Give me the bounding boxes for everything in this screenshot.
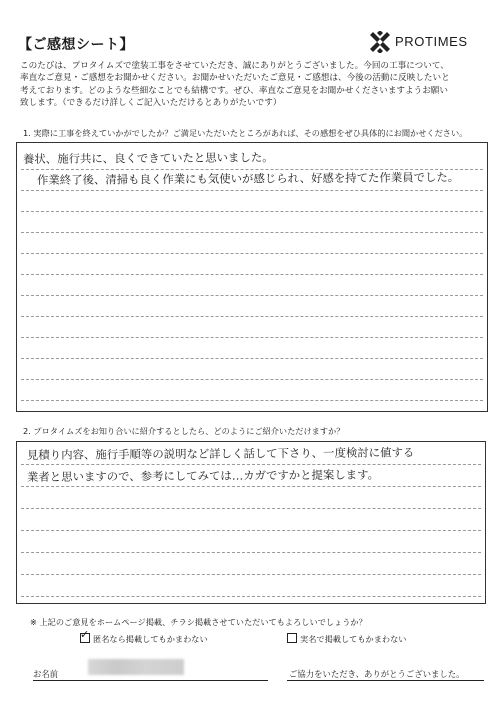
ruled-line (21, 274, 483, 275)
brand-logo (369, 31, 491, 55)
check-icon: ✓ (80, 628, 90, 641)
intro-line: このたびは、プロタイムズで塗装工事をさせていただき、誠にありがとうございました。今回の工事について、 (20, 61, 449, 71)
ruled-line (21, 190, 483, 191)
name-label: お名前 (33, 669, 59, 679)
option-label: 実名で掲載してもかまわない (300, 634, 407, 644)
real-name-consent-option[interactable] (287, 633, 406, 645)
ruled-line (21, 295, 483, 296)
thanks-message: ご協力をいただき、ありがとうございました。 (289, 669, 465, 679)
ruled-line (21, 316, 483, 317)
protimes-mark-icon (369, 31, 391, 53)
ruled-line (21, 552, 481, 553)
ruled-line (21, 211, 483, 212)
ruled-line (21, 486, 481, 487)
intro-line: 致します。（できるだけ詳しくご記入いただけるとありがたいです） (20, 98, 282, 109)
ruled-line (21, 574, 481, 575)
redacted-name (88, 659, 184, 675)
ruled-line (21, 379, 483, 380)
ruled-line (21, 253, 483, 254)
ruled-line (21, 337, 483, 338)
ruled-line (21, 400, 483, 401)
ruled-line (21, 232, 483, 233)
thanks-underline (287, 680, 484, 681)
checkbox[interactable] (80, 628, 90, 643)
question-2-label: 2. プロタイムズをお知り合いに紹介するとしたら、どのようにご紹介いただけますか？ (23, 426, 345, 436)
intro-line: 率直なご意見・ご感想をお聞かせください。お聞かせいただいたご意見・ご感想は、今後の活動に反映したいと (20, 73, 450, 84)
publication-consent-question: ※ 上記のご意見をホームページ掲載、チラシ掲載させていただいてもよろしいでしょうか？ (30, 617, 367, 627)
ruled-line (21, 358, 483, 359)
answer-box-2[interactable] (16, 441, 486, 604)
brand-name: PROTIMES (395, 34, 468, 49)
answer-box-1[interactable] (16, 142, 488, 412)
name-underline (33, 680, 268, 681)
handwritten-answer-line: 作業終了後、清掃も良く作業にも気使いが感じられ、好感を持てた作業員でした。 (36, 170, 460, 187)
ruled-line (21, 464, 481, 465)
ruled-line (21, 596, 481, 597)
option-label: 匿名なら掲載してもかまわない (93, 634, 208, 644)
checkbox[interactable] (287, 633, 297, 643)
intro-line: 考えております。どのような些細なことでも結構です。ぜひ、率直なご意見をお聞かせくださいますようお願い (20, 85, 448, 96)
anonymous-consent-option[interactable] (80, 628, 208, 645)
handwritten-answer-line: 業者と思いますので、参考にしてみては…カガですかと提案します。 (26, 467, 380, 484)
intro-text (20, 60, 490, 110)
form-title: 【ご感想シート】 (18, 37, 134, 53)
question-1-label: 1. 実際に工事を終えていかがでしたか？ご満足いただいたところがあれば、その感想をぜひ具体的にお聞かせください。 (23, 128, 468, 138)
ruled-line (21, 508, 481, 509)
ruled-line (21, 530, 481, 531)
handwritten-answer-line: 見積り内容、施行手順等の説明など詳しく話して下さり、一度検討に値する (26, 445, 415, 462)
handwritten-answer-line: 養状、施行共に、良くできていたと思いました。 (22, 150, 274, 166)
